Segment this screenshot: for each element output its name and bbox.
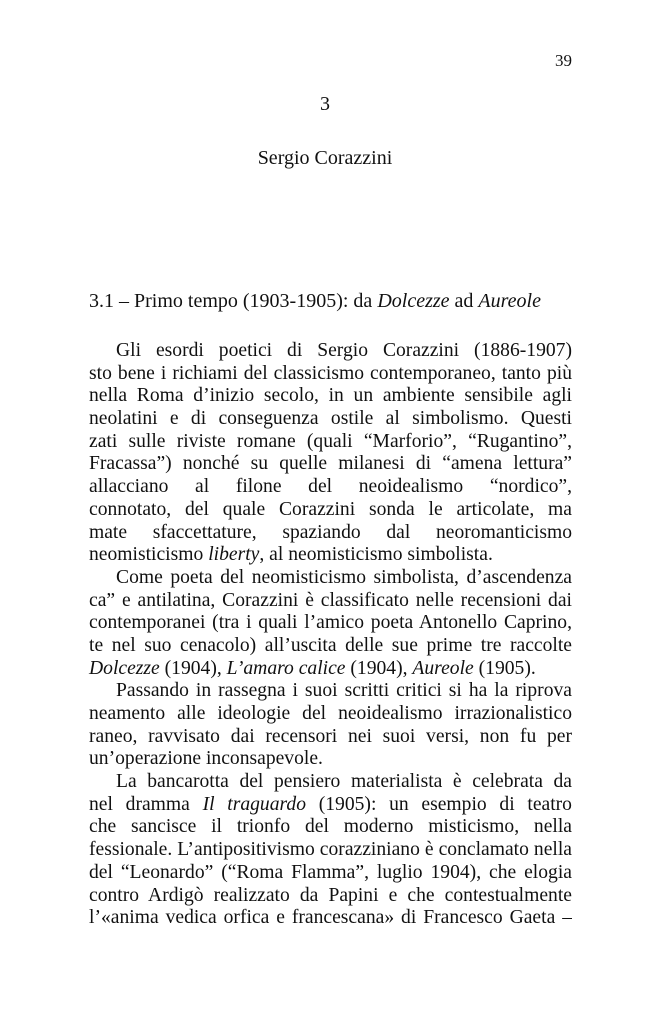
text-line: contro Ardigò realizzato da Papini e che contestualmente — [89, 884, 572, 906]
text-line: l’«anima vedica orfica e francescana» di Francesco Gaeta – — [89, 907, 572, 929]
text-line: raneo, ravvisato dai recensori nei suoi versi, non fu per — [89, 725, 572, 747]
text-line: un’operazione inconsapevole. — [89, 748, 323, 770]
text-line: Gli esordi poetici di Sergio Corazzini (1886-1907) — [116, 340, 572, 361]
text-line: La bancarotta del pensiero materialista è celebrata da — [116, 771, 572, 793]
text-line: Come poeta del neomisticismo simbolista, d’ascendenza — [116, 566, 572, 588]
text-line: neolatini e di conseguenza ostile al simbolismo. Questi — [89, 408, 572, 430]
text-line: del “Leonardo” (“Roma Flamma”, luglio 1904), che elogia — [89, 861, 572, 883]
chapter-number: 3 — [320, 93, 330, 115]
text-line: contemporanei (tra i quali l’amico poeta Antonello Caprino, — [89, 612, 572, 634]
section-heading: 3.1 – Primo tempo (1903-1905): da Dolcezze ad Aureole — [89, 290, 541, 312]
text-line: connotato, del quale Corazzini sonda le articolate, ma — [89, 498, 572, 520]
text-line: allacciano al filone del neoidealismo “nordico”, — [89, 476, 572, 498]
text-line: Dolcezze (1904), L’amaro calice (1904), Aureole (1905). — [89, 657, 536, 679]
text-line: nella Roma d’inizio secolo, in un ambiente sensibile agli — [89, 385, 572, 407]
chapter-title: Sergio Corazzini — [257, 147, 393, 169]
text-line: sto bene i richiami del classicismo contemporaneo, tanto più — [89, 362, 572, 384]
text-line: neomisticismo liberty, al neomisticismo simbolista. — [89, 544, 493, 566]
text-line: che sancisce il trionfo del moderno misticismo, nella — [89, 816, 572, 838]
text-line: Fracassa”) nonché su quelle milanesi di “amena lettura” — [89, 453, 572, 475]
text-line: neamento alle ideologie del neoidealismo irrazionalistico — [89, 703, 572, 724]
text-line: nel dramma Il traguardo (1905): un esempio di teatro — [89, 793, 572, 815]
body-text — [89, 340, 572, 930]
text-line: fessionale. L’antipositivismo corazziniano è conclamato nella — [89, 839, 572, 861]
page-number: 39 — [555, 51, 572, 70]
text-line: mate sfaccettature, spaziando dal neoromanticismo — [89, 521, 572, 543]
text-line: ca” e antilatina, Corazzini è classificato nelle recensioni dai — [89, 589, 572, 611]
text-line: zati sulle riviste romane (quali “Marforio”, “Rugantino”, — [89, 430, 572, 452]
text-line: te nel suo cenacolo) all’uscita delle sue prime tre raccolte — [89, 634, 572, 656]
text-line: Passando in rassegna i suoi scritti critici si ha la riprova — [116, 680, 572, 702]
